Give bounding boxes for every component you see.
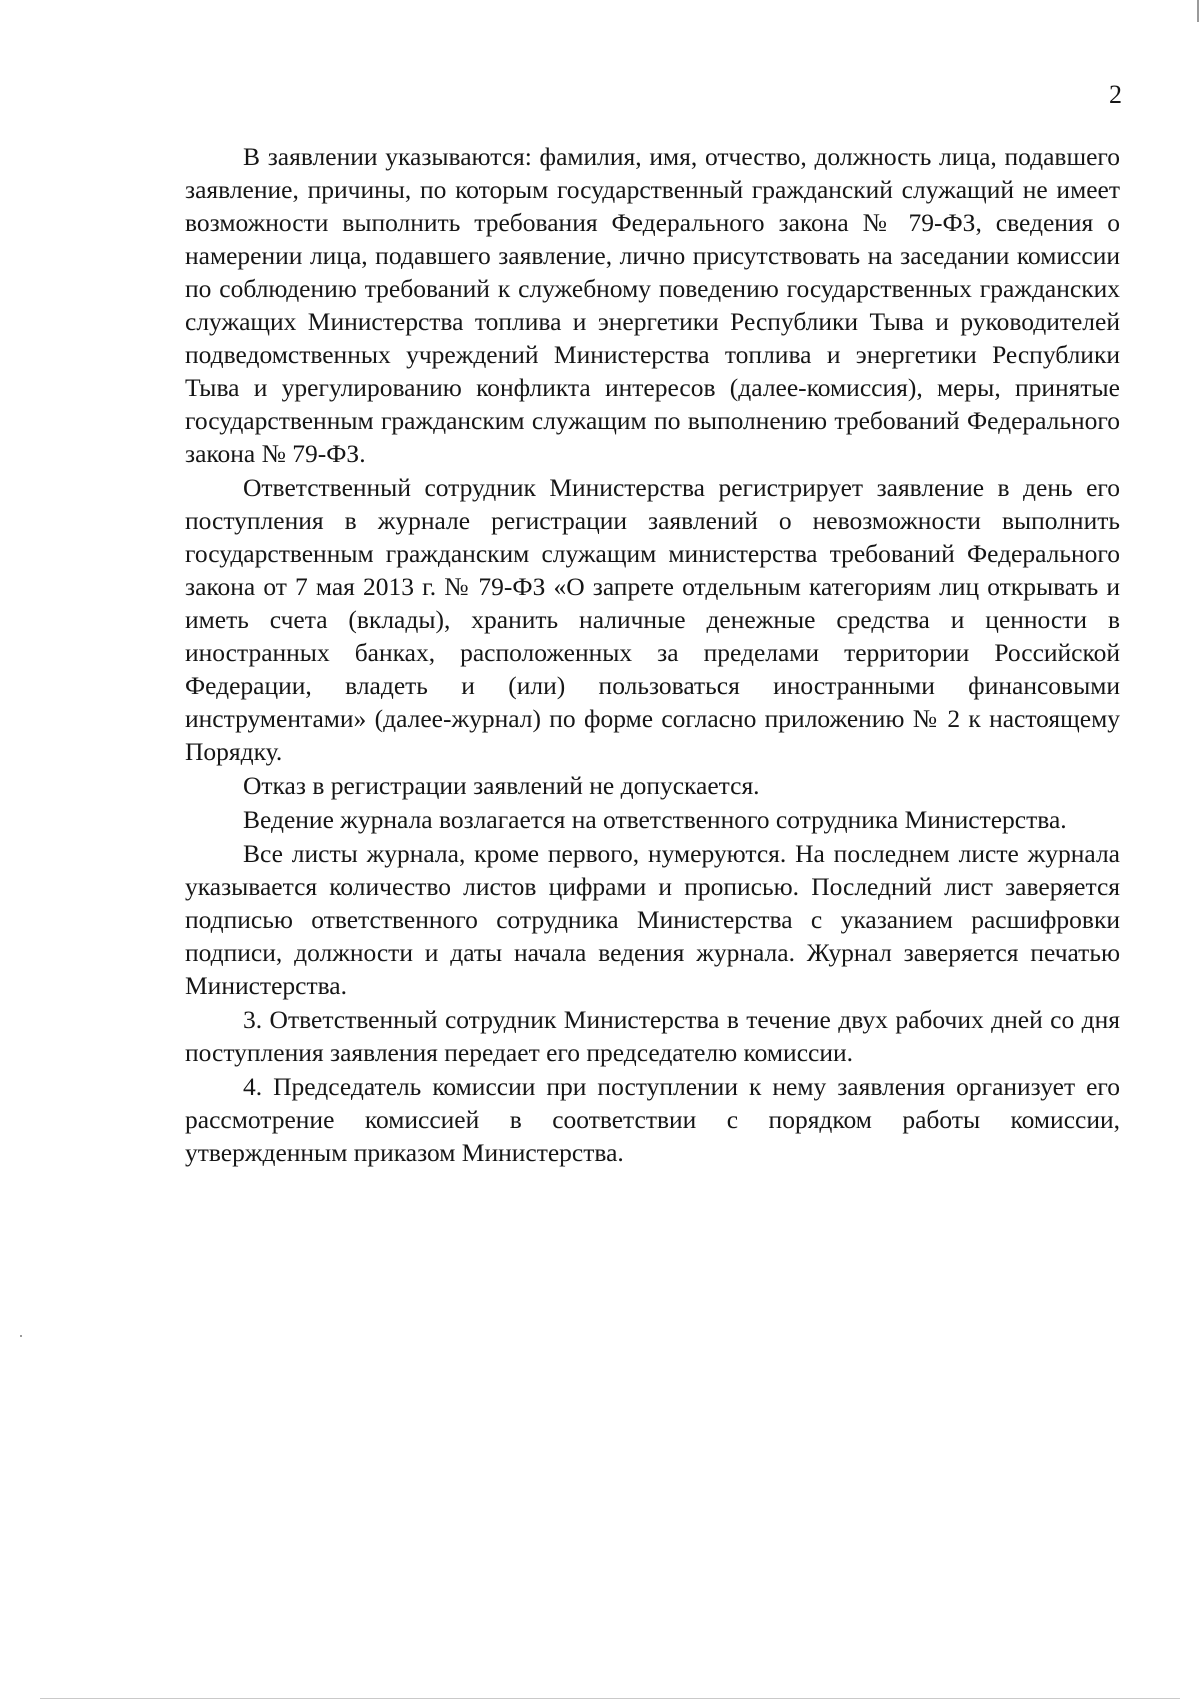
- paragraph-application-contents: В заявлении указываются: фамилия, имя, отчество, должность лица, подавшего заявление, причины, по которым государственный гражданский служащий не имеет возможности выполнить требования Федерального закона № 79-ФЗ, сведения о намерении лица, подавшего заявление, лично присутствовать на заседании комиссии по соблюдению требований к служебному поведению государственных гражданских служащих Министерства топлива и энергетики Республики Тыва и руководителей подведомственных учреждений Министерства топлива и энергетики Республики Тыва и урегулированию конфликта интересов (далее-комиссия), меры, принятые государственным гражданским служащим по выполнению требований Федерального закона № 79-ФЗ.: [185, 142, 1120, 468]
- document-body: [185, 140, 1120, 1170]
- scan-artifact-dot: [20, 1335, 22, 1337]
- scan-artifact-edge: [1197, 0, 1199, 22]
- paragraph-item-3: 3. Ответственный сотрудник Министерства в течение двух рабочих дней со дня поступления заявления передает его председателю комиссии.: [185, 1005, 1120, 1067]
- paragraph-no-refusal: Отказ в регистрации заявлений не допускается.: [243, 771, 760, 800]
- scan-artifact-bottom-line: [40, 1698, 1180, 1699]
- paragraph-journal-sheets: Все листы журнала, кроме первого, нумеруются. На последнем листе журнала указывается количество листов цифрами и прописью. Последний лист заверяется подписью ответственного сотрудника Министерства с указанием расшифровки подписи, должности и даты начала ведения журнала. Журнал заверяется печатью Министерства.: [185, 839, 1120, 1000]
- paragraph-registration: Ответственный сотрудник Министерства регистрирует заявление в день его поступления в журнале регистрации заявлений о невозможности выполнить государственным гражданским служащим министерства требований Федерального закона от 7 мая 2013 г. № 79-ФЗ «О запрете отдельным категориям лиц открывать и иметь счета (вклады), хранить наличные денежные средства и ценности в иностранных банках, расположенных за пределами территории Российской Федерации, владеть и (или) пользоваться иностранными финансовыми инструментами» (далее-журнал) по форме согласно приложению № 2 к настоящему Порядку.: [185, 473, 1120, 766]
- page-number: 2: [1109, 80, 1122, 109]
- paragraph-journal-responsibility: Ведение журнала возлагается на ответственного сотрудника Министерства.: [243, 805, 1067, 834]
- paragraph-item-4: 4. Председатель комиссии при поступлении к нему заявления организует его рассмотрение комиссией в соответствии с порядком работы комиссии, утвержденным приказом Министерства.: [185, 1072, 1120, 1167]
